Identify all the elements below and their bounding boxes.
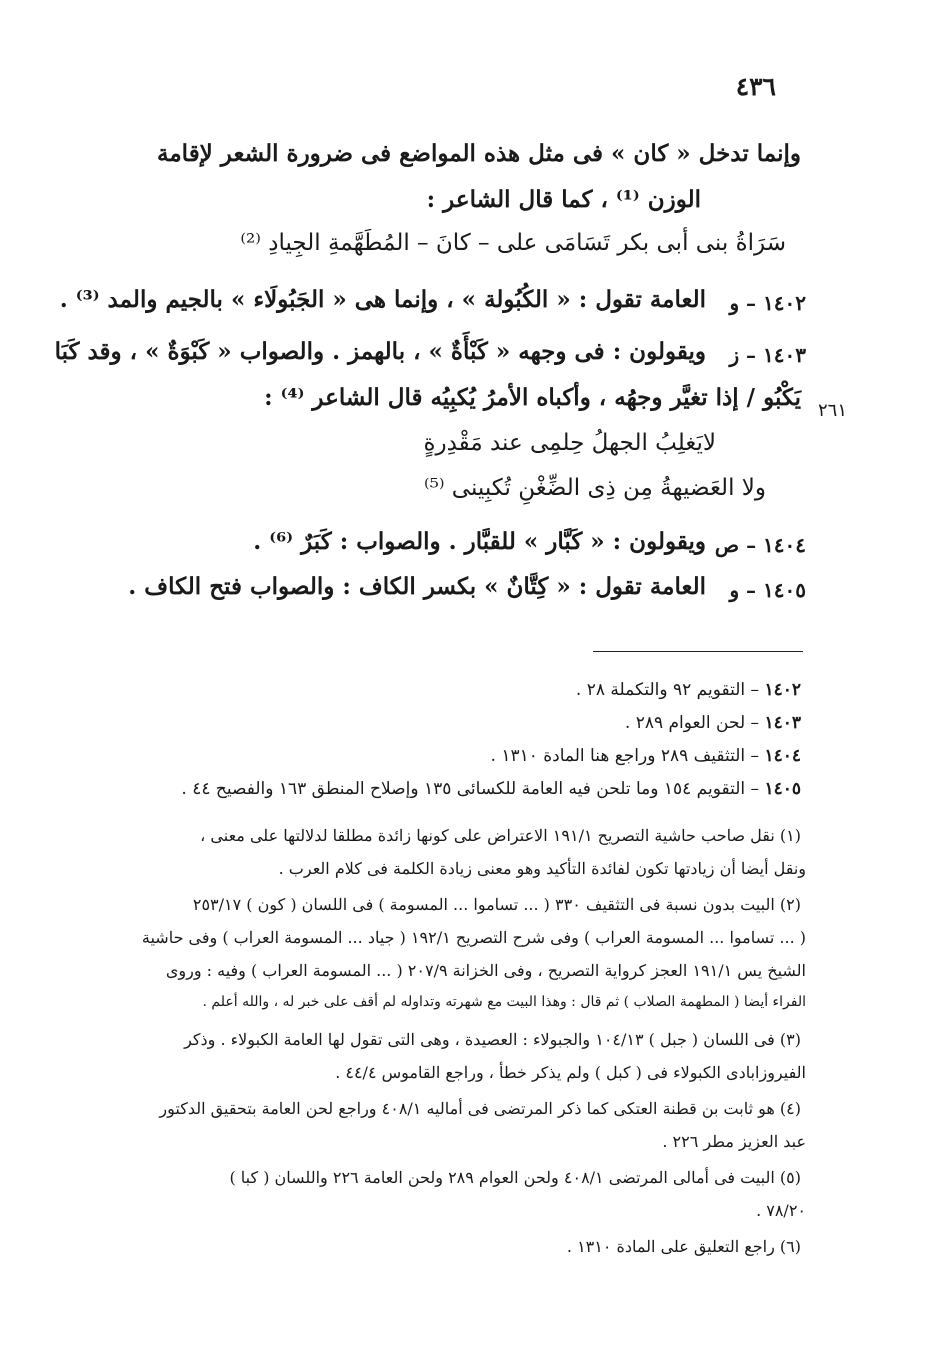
entry-number-1403: ١٤٠٣ – ز bbox=[729, 343, 806, 367]
entry-text-1404: ويقولون : « كَبَّار » للقبَّار . والصواب : كَبَرٌ ⁽⁶⁾ . bbox=[253, 528, 706, 555]
footnote-line: (٦) راجع التعليق على المادة ١٣١٠ . bbox=[566, 1237, 801, 1256]
verse-first-hemistich: لايَغلِبُ الجهلُ حِلمِى عند مَقْدِرةٍ bbox=[423, 430, 716, 456]
footnote-line: الفيروزابادى الكبولاء فى ( كبل ) ولم يذكر خطأ ، وراجع القاموس ٤٤/٤ . bbox=[335, 1063, 806, 1082]
footnote-line: الفراء أيضا ( المطهمة الصلاب ) ثم قال : وهذا البيت مع شهرته وتداوله لم أقف على خبر له ، والله أعلم . bbox=[202, 994, 806, 1010]
entry-text-1405: العامة تقول : « كِتَّانٌ » بكسر الكاف : والصواب فتح الكاف . bbox=[128, 573, 706, 600]
footnote-divider bbox=[593, 651, 803, 652]
entry-number-1404: ١٤٠٤ – ص bbox=[714, 533, 806, 557]
footnote-line: (٣) فى اللسان ( جبل ) ١٠٤/١٣ والجبولاء : العصيدة ، وهى التى تقول لها العامة الكبولاء . وذكر bbox=[184, 1030, 801, 1049]
entry-1403-continuation: يَكْبُو / إذا تغيَّر وجهُه ، وأكباه الأمرُ يُكبِيُه قال الشاعر ⁽⁴⁾ : bbox=[264, 384, 801, 411]
reference-text: – التثقيف ٢٨٩ وراجع هنا المادة ١٣١٠ . bbox=[490, 746, 760, 766]
footnote-line: (٥) البيت فى أمالى المرتضى ٤٠٨/١ ولحن العوام ٢٨٩ ولحن العامة ٢٢٦ واللسان ( كبا ) bbox=[229, 1168, 801, 1187]
reference-text: – لحن العوام ٢٨٩ . bbox=[624, 713, 760, 733]
reference-1404 bbox=[491, 746, 801, 766]
main-line-1: وإنما تدخل « كان » فى مثل هذه المواضع فى ضرورة الشعر لإقامة bbox=[157, 140, 801, 167]
reference-1403 bbox=[625, 713, 801, 733]
reference-number: ١٤٠٣ bbox=[764, 713, 801, 733]
reference-1402 bbox=[576, 680, 801, 700]
verse-line: سَرَاةُ بنى أبى بكر تَسَامَى على – كانَ – المُطَهَّمةِ الجِيادِ ⁽²⁾ bbox=[240, 230, 786, 256]
reference-number: ١٤٠٤ bbox=[764, 746, 801, 766]
footnote-line: ٧٨/٢٠ . bbox=[756, 1201, 806, 1220]
page-number: ٤٣٦ bbox=[735, 72, 776, 101]
margin-number: ٢٦١ bbox=[818, 400, 848, 421]
footnote-line: الشيخ يس ١٩١/١ العجز كرواية التصريح ، وفى الخزانة ٢٠٧/٩ ( ... المسومة العراب ) وفيه : وروى bbox=[165, 961, 806, 980]
entry-text-1403: ويقولون : فى وجهه « كَبْأَةٌ » ، بالهمز . والصواب « كَبْوَةٌ » ، وقد كَبَا bbox=[54, 338, 706, 365]
entry-number-1405: ١٤٠٥ – و bbox=[729, 578, 806, 602]
footnote-line: (١) نقل صاحب حاشية التصريح ١٩١/١ الاعتراض على كونها زائدة مطلقا لدلالتها على معنى ، bbox=[200, 826, 801, 845]
reference-text: – التقويم ١٥٤ وما تلحن فيه العامة للكسائى ١٣٥ وإصلاح المنطق ١٦٣ والفصيح ٤٤ . bbox=[181, 779, 760, 799]
footnote-line: (٢) البيت بدون نسبة فى التثقيف ٣٣٠ ( ... تساموا ... المسومة ) فى اللسان ( كون ) ٢٥٣/١٧ bbox=[192, 895, 801, 914]
reference-number: ١٤٠٢ bbox=[764, 680, 801, 700]
footnote-line: (٤) هو ثابت بن قطنة العتكى كما ذكر المرتضى فى أماليه ٤٠٨/١ وراجع لحن العامة بتحقيق الدكتور bbox=[159, 1099, 801, 1118]
entry-number-1402: ١٤٠٢ – و bbox=[729, 291, 806, 315]
footnote-line: ونقل أيضا أن زيادتها تكون لفائدة التأكيد وهو معنى زيادة الكلمة فى كلام العرب . bbox=[278, 859, 806, 878]
footnote-line: ( ... تساموا ... المسومة العراب ) وفى شرح التصريح ١٩٢/١ ( جياد ... المسومة العراب ) وفى حاشية bbox=[141, 928, 806, 947]
main-line-2: الوزن ⁽¹⁾ ، كما قال الشاعر : bbox=[426, 186, 701, 213]
reference-text: – التقويم ٩٢ والتكملة ٢٨ . bbox=[575, 680, 760, 700]
footnote-line: عبد العزيز مطر ٢٢٦ . bbox=[662, 1132, 806, 1151]
reference-1405 bbox=[181, 779, 801, 799]
entry-text-1402: العامة تقول : « الكُبُولة » ، وإنما هى « الجَبُولَاء » بالجيم والمد ⁽³⁾ . bbox=[59, 286, 706, 313]
reference-number: ١٤٠٥ bbox=[764, 779, 801, 799]
verse-second-hemistich: ولا العَضيهةُ مِن ذِى الضِّغْنِ تُكبِينى ⁽⁵⁾ bbox=[423, 475, 766, 501]
